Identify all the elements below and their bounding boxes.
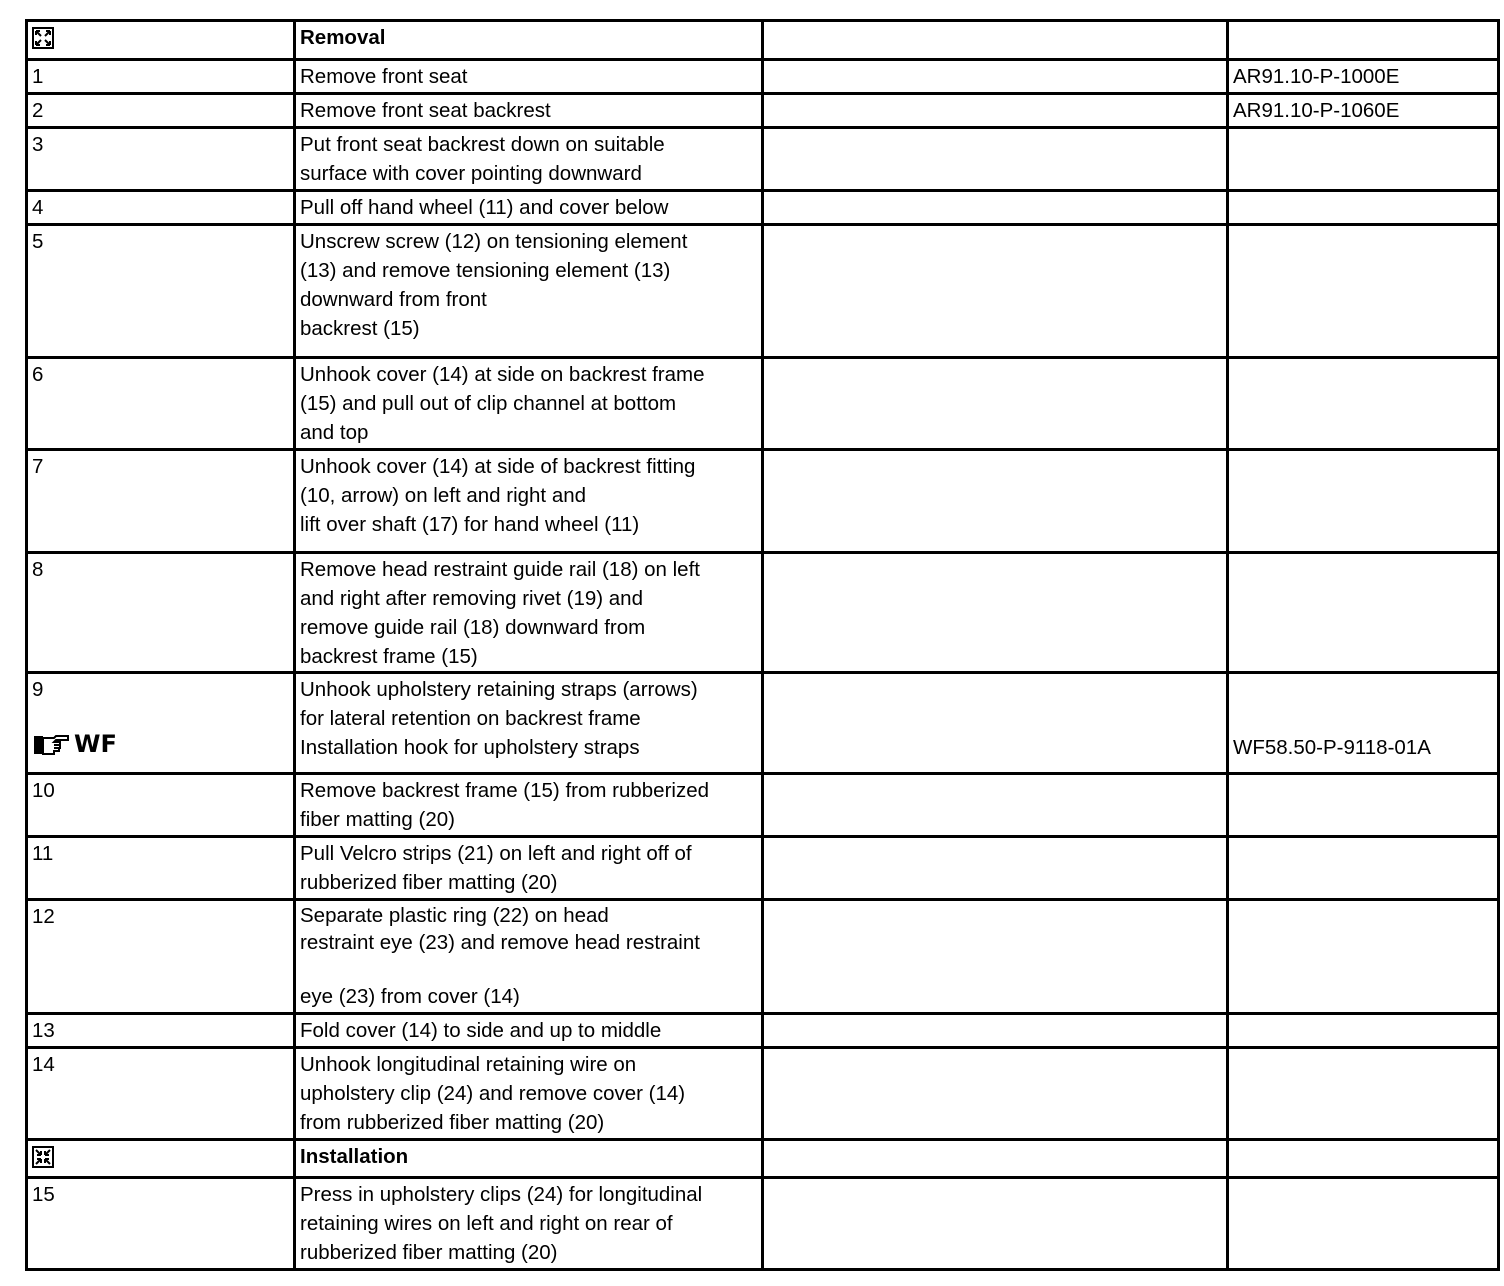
reference-cell: [1228, 128, 1499, 191]
reference-cell: [1228, 1178, 1499, 1270]
badge-label: WF: [74, 730, 117, 758]
section-header-installation: [27, 1140, 1499, 1178]
reference-link[interactable]: AR91.10-P-1000E: [1228, 60, 1499, 94]
section-icon-cell: [27, 21, 295, 60]
table-row: [27, 94, 1499, 128]
step-number: 5: [27, 225, 295, 358]
step-number: 8: [27, 553, 295, 673]
notes-cell: [763, 900, 1228, 1014]
procedure-table: [25, 19, 1500, 1271]
step-text: Put front seat backrest down on suitable surface with cover pointing downward: [295, 128, 763, 191]
step-text: Pull off hand wheel (11) and cover below: [295, 191, 763, 225]
pointing-hand-icon: [32, 734, 70, 756]
step-text: Unhook upholstery retaining straps (arrows) for lateral retention on backrest frame Installation hook for upholstery straps: [295, 673, 763, 774]
reference-cell: [1228, 673, 1499, 774]
step-text: Unscrew screw (12) on tensioning element (13) and remove tensioning element (13) downward from front backrest (15): [295, 225, 763, 358]
step-text: Remove head restraint guide rail (18) on left and right after removing rivet (19) and remove guide rail (18) downward from backrest frame (15): [295, 553, 763, 673]
notes-cell: [763, 60, 1228, 94]
table-row: [27, 673, 1499, 774]
step-number: 2: [27, 94, 295, 128]
section-header-removal: [27, 21, 1499, 60]
notes-cell: [763, 1178, 1228, 1270]
step-text: Unhook cover (14) at side of backrest fitting (10, arrow) on left and right and lift over shaft (17) for hand wheel (11): [295, 450, 763, 553]
table-row: [27, 1178, 1499, 1270]
reference-cell: [1228, 225, 1499, 358]
step-number: 11: [27, 837, 295, 900]
table-row: [27, 191, 1499, 225]
step-number: 14: [27, 1048, 295, 1140]
notes-cell: [763, 1048, 1228, 1140]
section-icon-cell: [27, 1140, 295, 1178]
step-text: Pull Velcro strips (21) on left and right off of rubberized fiber matting (20): [295, 837, 763, 900]
step-number: 3: [27, 128, 295, 191]
table-row: [27, 837, 1499, 900]
table-row: [27, 1014, 1499, 1048]
table-row: [27, 450, 1499, 553]
notes-cell: [763, 450, 1228, 553]
reference-link[interactable]: WF58.50-P-9118-01A: [1233, 736, 1431, 759]
reference-cell: [1228, 900, 1499, 1014]
step-number-cell: [27, 673, 295, 774]
table-row: [27, 553, 1499, 673]
notes-cell: [763, 837, 1228, 900]
notes-cell: [763, 128, 1228, 191]
document-page: [25, 19, 1500, 1271]
step-number: 15: [27, 1178, 295, 1270]
step-number: 13: [27, 1014, 295, 1048]
collapse-arrows-icon: [32, 1146, 54, 1168]
step-text: Remove front seat: [295, 60, 763, 94]
notes-cell: [763, 94, 1228, 128]
step-text: Fold cover (14) to side and up to middle: [295, 1014, 763, 1048]
reference-cell: [1228, 191, 1499, 225]
notes-cell: [763, 673, 1228, 774]
notes-cell: [763, 358, 1228, 450]
step-text: Separate plastic ring (22) on head restraint eye (23) and remove head restraint eye (23) from cover (14): [295, 900, 763, 1014]
step-number: 4: [27, 191, 295, 225]
workshop-info-badge[interactable]: [32, 730, 117, 759]
step-text: Unhook cover (14) at side on backrest frame (15) and pull out of clip channel at bottom and top: [295, 358, 763, 450]
section-title: Removal: [295, 21, 763, 60]
reference-cell: [1228, 837, 1499, 900]
reference-link[interactable]: AR91.10-P-1060E: [1228, 94, 1499, 128]
reference-cell: [1228, 358, 1499, 450]
notes-cell: [763, 1014, 1228, 1048]
step-text: Unhook longitudinal retaining wire on upholstery clip (24) and remove cover (14) from rubberized fiber matting (20): [295, 1048, 763, 1140]
reference-cell: [1228, 1014, 1499, 1048]
section-title: Installation: [295, 1140, 763, 1178]
step-number: 10: [27, 774, 295, 837]
notes-cell: [763, 21, 1228, 60]
table-row: [27, 358, 1499, 450]
reference-cell: [1228, 1048, 1499, 1140]
notes-cell: [763, 1140, 1228, 1178]
table-row: [27, 60, 1499, 94]
reference-cell: [1228, 1140, 1499, 1178]
notes-cell: [763, 225, 1228, 358]
expand-arrows-icon: [32, 27, 54, 49]
notes-cell: [763, 191, 1228, 225]
notes-cell: [763, 553, 1228, 673]
reference-cell: [1228, 450, 1499, 553]
step-number: 9: [32, 678, 44, 701]
step-number: 7: [27, 450, 295, 553]
step-text: Remove front seat backrest: [295, 94, 763, 128]
step-text: Remove backrest frame (15) from rubberized fiber matting (20): [295, 774, 763, 837]
reference-cell: [1228, 21, 1499, 60]
step-number: 12: [27, 900, 295, 1014]
table-row: [27, 774, 1499, 837]
table-row: [27, 1048, 1499, 1140]
reference-cell: [1228, 553, 1499, 673]
step-text: Press in upholstery clips (24) for longitudinal retaining wires on left and right on rear of rubberized fiber matting (20): [295, 1178, 763, 1270]
step-number: 6: [27, 358, 295, 450]
table-row: [27, 128, 1499, 191]
table-row: [27, 900, 1499, 1014]
notes-cell: [763, 774, 1228, 837]
reference-cell: [1228, 774, 1499, 837]
step-number: 1: [27, 60, 295, 94]
table-row: [27, 225, 1499, 358]
